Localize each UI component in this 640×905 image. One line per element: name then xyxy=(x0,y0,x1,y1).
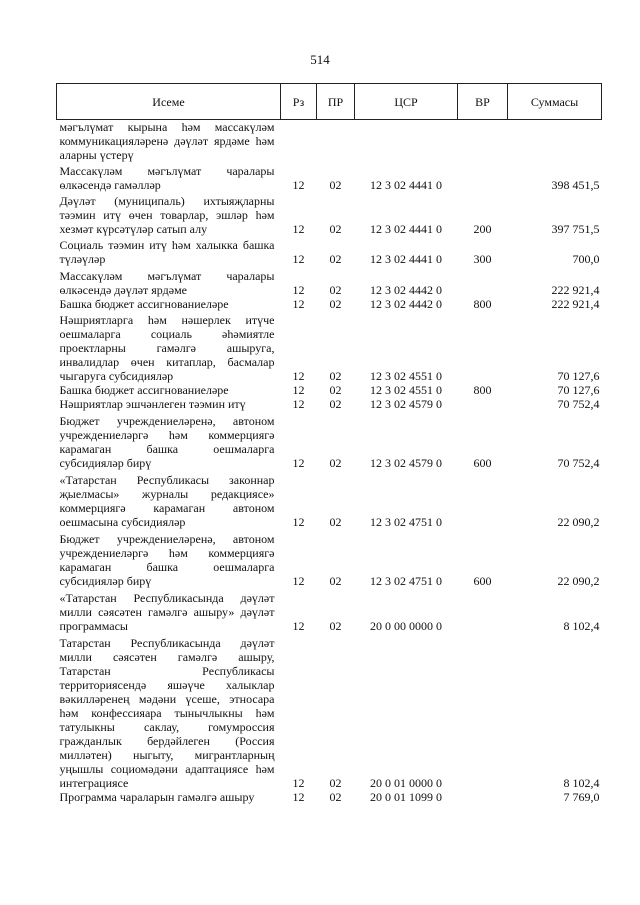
row-sum: 8 102,4 xyxy=(563,619,600,633)
row-csr: 12 3 02 4442 0 xyxy=(370,283,442,297)
table-row xyxy=(57,236,602,266)
row-csr: 12 3 02 4579 0 xyxy=(370,456,442,470)
row-csr: 12 3 02 4551 0 xyxy=(370,383,442,397)
row-pr: 02 xyxy=(329,178,342,192)
row-sum: 7 769,0 xyxy=(563,790,600,804)
row-pr: 02 xyxy=(329,790,342,804)
row-csr: 20 0 00 0000 0 xyxy=(370,619,442,633)
row-name: Бюджет учреждениеләренә, автоном учреждениеләргә һәм коммерциягә карамаган башка оешмаларга субсидияләр бирү xyxy=(59,532,275,588)
row-rz: 12 xyxy=(292,222,305,236)
row-csr: 12 3 02 4441 0 xyxy=(370,222,442,236)
table-row xyxy=(57,162,602,192)
table-row xyxy=(57,311,602,383)
row-pr: 02 xyxy=(329,383,342,397)
row-vr: 800 xyxy=(473,297,492,311)
row-name: Социаль тәэмин итү һәм халыкка башка түләүләр xyxy=(59,238,275,266)
row-csr: 12 3 02 4442 0 xyxy=(370,297,442,311)
table-row xyxy=(57,192,602,236)
header-name: Исеме xyxy=(57,84,281,120)
table-row xyxy=(57,383,602,397)
row-rz: 12 xyxy=(292,515,305,529)
row-rz xyxy=(281,120,317,163)
table-row xyxy=(57,397,602,411)
row-csr: 12 3 02 4751 0 xyxy=(370,574,442,588)
row-vr: 600 xyxy=(473,456,492,470)
row-vr xyxy=(458,266,508,297)
row-name: Бюджет учреждениеләренә, автоном учреждениеләргә һәм коммерциягә карамаган башка оешмаларга субсидияләр бирү xyxy=(59,414,275,470)
row-name: «Татарстан Республикасында дәүләт милли сәясәтен гамәлгә ашыру» дәүләт программасы xyxy=(59,591,275,633)
row-sum: 397 751,5 xyxy=(551,222,600,236)
row-rz: 12 xyxy=(292,369,305,383)
row-rz: 12 xyxy=(292,178,305,192)
row-pr: 02 xyxy=(329,776,342,790)
row-rz: 12 xyxy=(292,776,305,790)
row-sum xyxy=(508,120,602,163)
table-row xyxy=(57,411,602,470)
row-sum: 8 102,4 xyxy=(563,776,600,790)
row-vr xyxy=(458,311,508,383)
row-name: мәгълүмат кырына һәм массакүләм коммуникацияләренә дәүләт ярдәме һәм аларны үстерү xyxy=(59,120,275,162)
row-sum: 70 752,4 xyxy=(557,397,600,411)
row-pr: 02 xyxy=(329,574,342,588)
row-name: Дәүләт (муниципаль) ихтыяҗларны тәэмин итү өчен товарлар, эшләр һәм хезмәт күрсәтүләр сатып алу xyxy=(59,194,275,236)
row-name: Нәшриятларга һәм нәшерлек итүче оешмаларга социаль әһәмиятле проектларны гамәлгә ашыруга, инвалидлар өчен китаплар, басмалар чыгаруга субсидияләр xyxy=(59,313,275,383)
row-pr: 02 xyxy=(329,456,342,470)
row-vr: 300 xyxy=(473,252,492,266)
table-header-row xyxy=(57,84,602,120)
row-pr: 02 xyxy=(329,283,342,297)
row-sum: 222 921,4 xyxy=(551,283,600,297)
row-csr: 12 3 02 4441 0 xyxy=(370,252,442,266)
header-csr: ЦСР xyxy=(355,84,458,120)
table-row xyxy=(57,633,602,790)
row-sum: 398 451,5 xyxy=(551,178,600,192)
row-pr: 02 xyxy=(329,369,342,383)
row-sum: 700,0 xyxy=(572,252,600,266)
row-name: Массакүләм мәгълүмат чаралары өлкәсендә гамәлләр xyxy=(59,164,275,192)
page-number: 514 xyxy=(310,52,330,67)
table-row xyxy=(57,297,602,311)
row-name: «Татарстан Республикасы законнар җыелмасы» журналы редакциясе» коммерциягә карамаган автоном оешмасына субсидияләр xyxy=(59,473,275,529)
header-rz: Рз xyxy=(281,84,317,120)
row-name: Программа чараларын гамәлгә ашыру xyxy=(59,790,255,804)
row-csr: 12 3 02 4551 0 xyxy=(370,369,442,383)
row-pr xyxy=(317,120,355,163)
budget-table xyxy=(56,83,602,804)
row-sum: 70 752,4 xyxy=(557,456,600,470)
row-csr: 20 0 01 1099 0 xyxy=(370,790,442,804)
table-row xyxy=(57,120,602,163)
row-vr xyxy=(458,790,508,804)
row-sum: 70 127,6 xyxy=(557,383,600,397)
row-name: Массакүләм мәгълүмат чаралары өлкәсендә дәүләт ярдәме xyxy=(59,269,275,297)
row-vr xyxy=(458,162,508,192)
row-csr: 12 3 02 4751 0 xyxy=(370,515,442,529)
table-row xyxy=(57,529,602,588)
row-csr: 12 3 02 4441 0 xyxy=(370,178,442,192)
row-rz: 12 xyxy=(292,252,305,266)
table-row xyxy=(57,266,602,297)
header-pr: ПР xyxy=(317,84,355,120)
row-name: Татарстан Республикасында дәүләт милли сәясәтен гамәлгә ашыру, Татарстан Республикасы территориясендә яшәүче халыклар вәкилләренең мәдәни үсеше, этносара һәм конфессияара тынычлыкны һәм татулыкны саклау, гомумроссия гражданлык бердәйлеген (Россия милләтен) ныгыту, мигрантларның уңышлы социомәдәни адаптациясе һәм интеграциясе xyxy=(59,636,275,790)
row-rz: 12 xyxy=(292,790,305,804)
row-vr: 800 xyxy=(473,383,492,397)
row-rz: 12 xyxy=(292,297,305,311)
row-csr: 20 0 01 0000 0 xyxy=(370,776,442,790)
row-name: Башка бюджет ассигнованиеләре xyxy=(59,383,229,397)
row-vr xyxy=(458,397,508,411)
row-rz: 12 xyxy=(292,383,305,397)
row-sum: 22 090,2 xyxy=(557,574,600,588)
row-vr xyxy=(458,588,508,633)
row-sum: 222 921,4 xyxy=(551,297,600,311)
table-row xyxy=(57,588,602,633)
row-vr: 600 xyxy=(473,574,492,588)
row-pr: 02 xyxy=(329,252,342,266)
row-vr xyxy=(458,120,508,163)
row-rz: 12 xyxy=(292,574,305,588)
row-csr xyxy=(355,120,458,163)
header-sum: Суммасы xyxy=(508,84,602,120)
row-name: Нәшриятлар эшчәнлеген тәэмин итү xyxy=(59,397,246,411)
row-vr: 200 xyxy=(473,222,492,236)
row-vr xyxy=(458,470,508,529)
row-vr xyxy=(458,633,508,790)
row-sum: 22 090,2 xyxy=(557,515,600,529)
table-row xyxy=(57,790,602,804)
header-vr: ВР xyxy=(458,84,508,120)
row-pr: 02 xyxy=(329,397,342,411)
row-rz: 12 xyxy=(292,456,305,470)
row-rz: 12 xyxy=(292,397,305,411)
row-pr: 02 xyxy=(329,515,342,529)
row-pr: 02 xyxy=(329,222,342,236)
table-row xyxy=(57,470,602,529)
row-csr: 12 3 02 4579 0 xyxy=(370,397,442,411)
row-pr: 02 xyxy=(329,619,342,633)
row-name: Башка бюджет ассигнованиеләре xyxy=(59,297,229,311)
row-sum: 70 127,6 xyxy=(557,369,600,383)
row-rz: 12 xyxy=(292,619,305,633)
row-rz: 12 xyxy=(292,283,305,297)
row-pr: 02 xyxy=(329,297,342,311)
